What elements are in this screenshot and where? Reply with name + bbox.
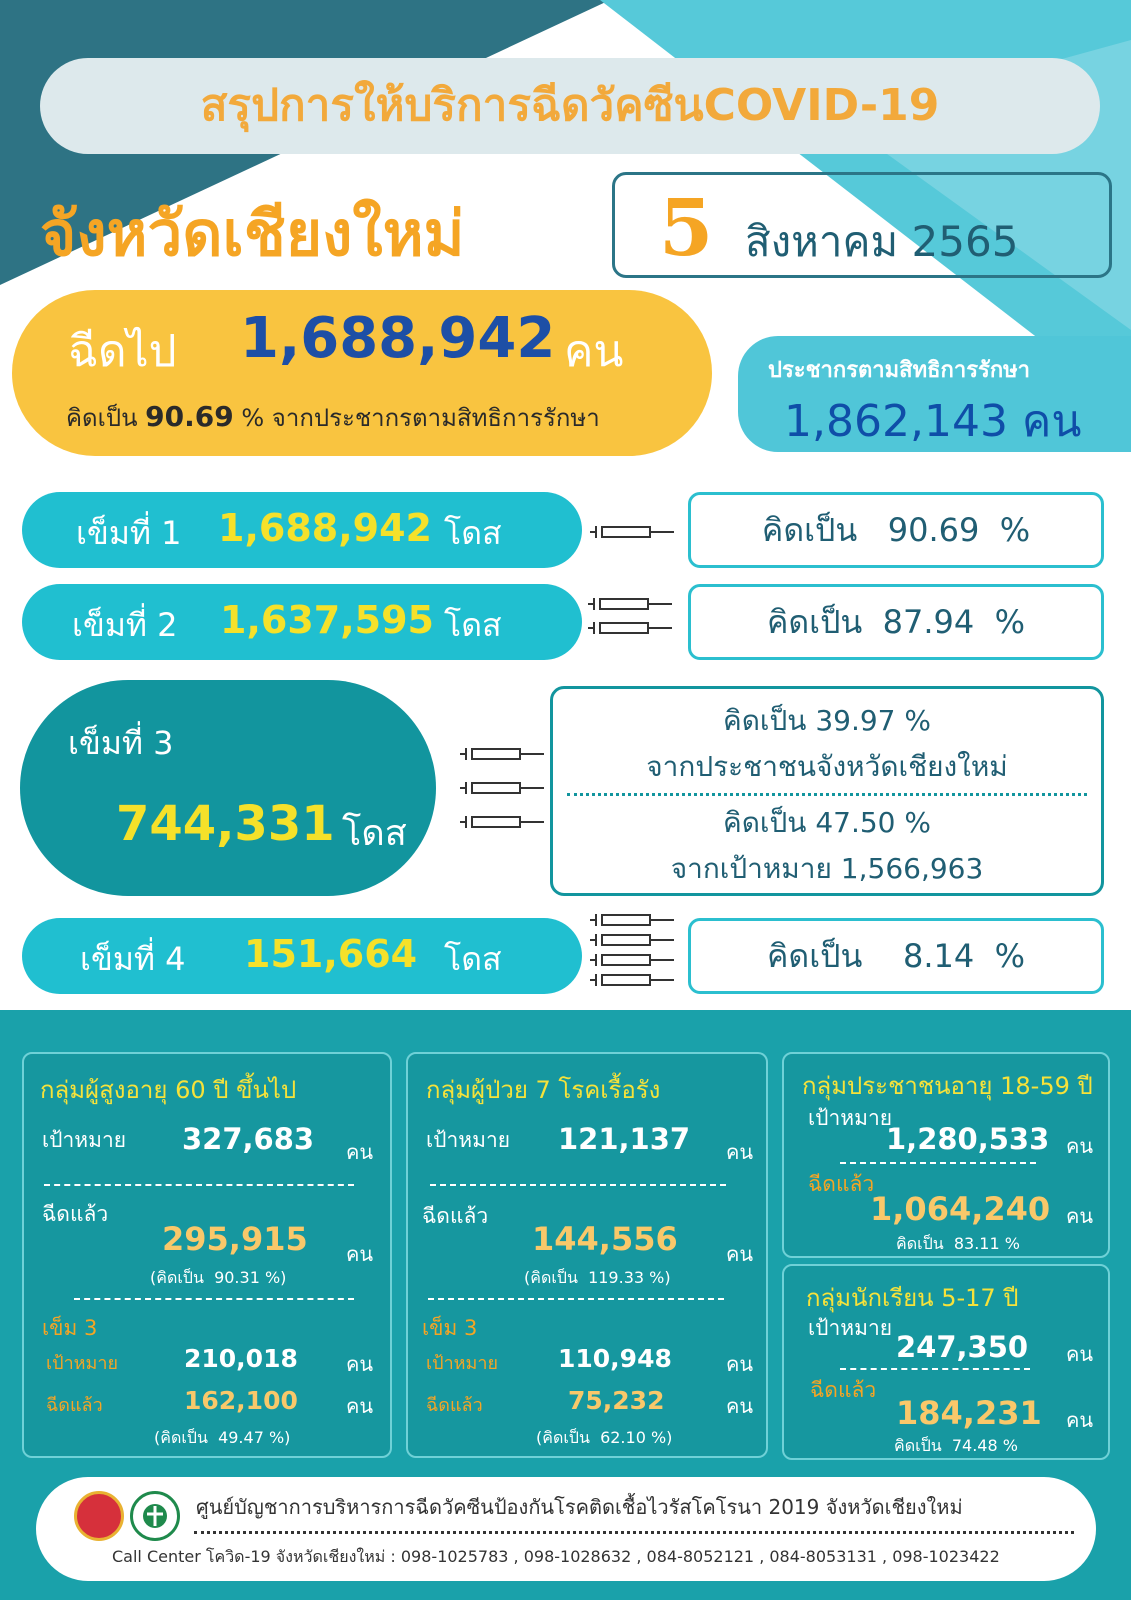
adults-target-unit: คน [1066,1134,1094,1158]
students-target-label: เป้าหมาย [808,1316,893,1340]
total-pct-suffix: % จากประชากรตามสิทธิการรักษา [241,404,600,432]
page-title: สรุปการให้บริการฉีดวัคซีนCOVID-19 [200,80,940,131]
adults-done-unit: คน [1066,1204,1094,1228]
total-unit: คน [564,326,624,377]
dose3-pct-population: คิดเป็น 39.97 % [723,704,931,737]
elderly-booster-target-label: เป้าหมาย [46,1353,119,1374]
chronic-done: 144,556 [532,1220,678,1258]
population-value: 1,862,143 คน [784,396,1082,447]
dose1-label: เข็มที่ 1 [76,514,182,552]
dose1-value: 1,688,942 [218,506,432,550]
chronic-target-unit: คน [726,1140,754,1164]
chronic-booster-target-label: เป้าหมาย [426,1353,499,1374]
elderly-title: กลุ่มผู้สูงอายุ 60 ปี ขึ้นไป [40,1076,297,1104]
dose3-pct-target: คิดเป็น 47.50 % [723,806,931,839]
footer [36,1477,1096,1581]
adults-target: 1,280,533 [886,1122,1050,1156]
students-target: 247,350 [896,1330,1029,1364]
students-title: กลุ่มนักเรียน 5-17 ปี [806,1284,1019,1312]
chronic-done-percent: (คิดเป็น 119.33 %) [524,1268,671,1287]
elderly-booster-label: เข็ม 3 [42,1316,98,1340]
syringe-icon [588,596,672,640]
dose1-percent-box [688,492,1104,568]
card-chronic [406,1052,768,1458]
adults-done-label: ฉีดแล้ว [808,1172,875,1196]
total-vaccinated-panel [12,290,712,456]
dose3-unit: โดส [342,813,407,854]
dose4-percent: คิดเป็น 8.14 % [767,937,1025,975]
students-done-unit: คน [1066,1408,1094,1432]
total-label: ฉีดไป [68,326,177,377]
total-pct-prefix: คิดเป็น [66,404,138,432]
adults-title: กลุ่มประชาชนอายุ 18-59 ปี [802,1072,1093,1100]
dose1-unit: โดส [444,514,502,552]
dose2-pill [22,584,582,660]
chronic-title: กลุ่มผู้ป่วย 7 โรคเรื้อรัง [426,1076,661,1104]
dose2-value: 1,637,595 [220,598,434,642]
card-adults [782,1052,1110,1258]
students-target-unit: คน [1066,1342,1094,1366]
card-students [782,1264,1110,1460]
elderly-booster-target-unit: คน [346,1352,374,1376]
elderly-target-unit: คน [346,1140,374,1164]
footer-org-name: ศูนย์บัญชาการบริหารการฉีดวัคซีนป้องกันโรคติดเชื้อไวรัสโคโรนา 2019 จังหวัดเชียงใหม่ [196,1495,963,1519]
elderly-target-label: เป้าหมาย [42,1128,127,1152]
elderly-done-percent: (คิดเป็น 90.31 %) [150,1268,287,1287]
elderly-booster-percent: (คิดเป็น 49.47 %) [154,1428,291,1447]
elderly-done-unit: คน [346,1242,374,1266]
elderly-booster-done-unit: คน [346,1394,374,1418]
syringe-icon [590,912,674,992]
dose1-percent: คิดเป็น 90.69 % [761,511,1031,549]
dose4-pill [22,918,582,994]
total-value: 1,688,942 [240,306,556,371]
elderly-booster-done-label: ฉีดแล้ว [46,1395,103,1416]
syringe-icon [590,524,674,540]
date-box [612,172,1112,278]
divider [840,1368,1030,1370]
elderly-target: 327,683 [182,1122,315,1156]
dose3-pill [20,680,436,896]
students-done-label: ฉีดแล้ว [810,1378,877,1402]
chronic-done-label: ฉีดแล้ว [422,1204,489,1228]
dose3-percent-box [550,686,1104,896]
dose4-label: เข็มที่ 4 [80,940,186,978]
elderly-booster-done: 162,100 [184,1386,298,1415]
dose4-value: 151,664 [244,932,418,976]
elderly-done: 295,915 [162,1220,308,1258]
students-done-percent: คิดเป็น 74.48 % [894,1436,1018,1455]
province-name: จังหวัดเชียงใหม่ [40,197,465,270]
total-pct-value: 90.69 [145,400,234,433]
chronic-target: 121,137 [558,1122,691,1156]
chronic-booster-done: 75,232 [568,1386,665,1415]
footer-divider [194,1531,1074,1534]
dose3-divider [567,793,1087,796]
students-done: 184,231 [896,1394,1042,1432]
elderly-booster-target: 210,018 [184,1344,298,1373]
chronic-booster-target: 110,948 [558,1344,672,1373]
dose3-label: เข็มที่ 3 [68,724,174,762]
chronic-booster-done-label: ฉีดแล้ว [426,1395,483,1416]
chronic-booster-target-unit: คน [726,1352,754,1376]
syringe-icon [460,746,544,830]
date-day: 5 [659,183,714,274]
dose4-unit: โดส [444,940,502,978]
chronic-booster-percent: (คิดเป็น 62.10 %) [536,1428,673,1447]
dose4-percent-box [688,918,1104,994]
card-elderly [22,1052,392,1458]
divider [44,1184,354,1186]
date-month-year: สิงหาคม 2565 [745,217,1019,266]
adults-target-label: เป้าหมาย [808,1106,893,1130]
dose3-pct-target-label: จากเป้าหมาย 1,566,963 [670,852,984,885]
population-label: ประชากรตามสิทธิการรักษา [768,358,1031,383]
provincial-seal-logo [74,1491,124,1541]
divider [74,1298,354,1300]
dose3-pct-population-label: จากประชาชนจังหวัดเชียงใหม่ [646,750,1008,783]
dose2-unit: โดส [444,606,502,644]
chronic-booster-label: เข็ม 3 [422,1316,478,1340]
chronic-target-label: เป้าหมาย [426,1128,511,1152]
dose2-percent-box [688,584,1104,660]
elderly-done-label: ฉีดแล้ว [42,1202,109,1226]
adults-done-percent: คิดเป็น 83.11 % [896,1234,1020,1253]
divider [428,1298,724,1300]
divider [840,1162,1036,1164]
chronic-booster-done-unit: คน [726,1394,754,1418]
health-office-logo [130,1491,180,1541]
dose1-pill [22,492,582,568]
footer-call-center: Call Center โควิด-19 จังหวัดเชียงใหม่ : 098-1025783 , 098-1028632 , 084-8052121 , 084-8053131 , 098-1023422 [112,1547,1000,1566]
divider [430,1184,726,1186]
total-percent-line [66,398,600,437]
adults-done: 1,064,240 [870,1190,1051,1228]
population-panel [738,336,1131,452]
title-banner [40,58,1100,154]
dose3-value: 744,331 [116,796,335,852]
dose2-label: เข็มที่ 2 [72,606,178,644]
chronic-done-unit: คน [726,1242,754,1266]
dose2-percent: คิดเป็น 87.94 % [766,603,1025,641]
